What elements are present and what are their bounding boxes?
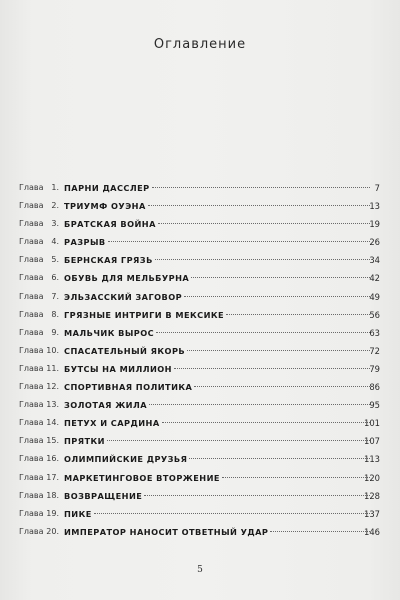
toc-entry bbox=[0, 233, 400, 251]
chapter-title-line bbox=[64, 269, 370, 287]
chapter-title-line bbox=[64, 505, 370, 523]
chapter-number: 9. bbox=[51, 327, 59, 337]
dot-leader bbox=[191, 277, 370, 278]
chapter-page-number: 101 bbox=[364, 418, 380, 429]
chapter-word: Глава bbox=[19, 219, 44, 229]
chapter-title: ЗОЛОТАЯ ЖИЛА bbox=[64, 400, 148, 411]
toc-entry bbox=[0, 414, 400, 432]
chapter-title: ПЕТУХ И САРДИНА bbox=[64, 418, 160, 429]
chapter-word: Глава bbox=[19, 400, 44, 410]
chapter-word: Глава bbox=[19, 363, 44, 373]
chapter-page-number: 113 bbox=[364, 454, 380, 465]
chapter-title-line bbox=[64, 396, 370, 414]
chapter-title-line bbox=[64, 342, 370, 360]
chapter-word: Глава bbox=[19, 201, 44, 211]
chapter-number: 19. bbox=[46, 508, 59, 518]
dot-leader bbox=[108, 241, 370, 242]
chapter-page-number: 19 bbox=[369, 219, 380, 230]
chapter-title-line bbox=[64, 487, 370, 505]
chapter-number: 6. bbox=[51, 273, 59, 283]
chapter-number: 1. bbox=[51, 183, 59, 192]
chapter-title: ИМПЕРАТОР НАНОСИТ ОТВЕТНЫЙ УДАР bbox=[64, 526, 269, 537]
toc-entry bbox=[0, 306, 400, 324]
chapter-number: 7. bbox=[51, 291, 59, 301]
chapter-title-line bbox=[64, 233, 370, 251]
chapter-page-number: 13 bbox=[369, 201, 380, 212]
chapter-title-line bbox=[64, 523, 370, 541]
toc-entry bbox=[0, 324, 400, 342]
chapter-number: 20. bbox=[46, 526, 59, 536]
chapter-page-number: 63 bbox=[369, 327, 380, 338]
chapter-title: СПАСАТЕЛЬНЫЙ ЯКОРЬ bbox=[64, 345, 186, 356]
chapter-title-line bbox=[64, 324, 370, 342]
toc-entry bbox=[0, 396, 400, 414]
chapter-number: 17. bbox=[46, 472, 59, 482]
chapter-number: 2. bbox=[51, 201, 59, 211]
chapter-page-number: 120 bbox=[364, 472, 380, 483]
chapter-word: Глава bbox=[19, 472, 44, 482]
toc-entry bbox=[0, 215, 400, 233]
chapter-title: ОБУВЬ ДЛЯ МЕЛЬБУРНА bbox=[64, 273, 190, 284]
chapter-word: Глава bbox=[19, 526, 44, 536]
chapter-number: 16. bbox=[46, 454, 59, 464]
dot-leader bbox=[158, 223, 370, 224]
chapter-title-line bbox=[64, 414, 370, 432]
chapter-page-number: 42 bbox=[369, 273, 380, 284]
chapter-page-number: 7 bbox=[374, 183, 380, 193]
dot-leader bbox=[94, 513, 370, 514]
toc-entry bbox=[0, 342, 400, 360]
toc-entry bbox=[0, 450, 400, 468]
chapter-page-number: 86 bbox=[369, 382, 380, 393]
toc-entry bbox=[0, 432, 400, 450]
chapter-page-number: 34 bbox=[369, 255, 380, 266]
chapter-word: Глава bbox=[19, 309, 44, 319]
chapter-word: Глава bbox=[19, 508, 44, 518]
chapter-number: 10. bbox=[46, 345, 59, 355]
chapter-page-number: 26 bbox=[369, 237, 380, 248]
chapter-number: 15. bbox=[46, 436, 59, 446]
chapter-word: Глава bbox=[19, 436, 44, 446]
chapter-number: 11. bbox=[46, 363, 59, 373]
toc-heading: Оглавление bbox=[153, 37, 247, 52]
chapter-page-number: 146 bbox=[364, 526, 380, 537]
toc-entry bbox=[0, 360, 400, 378]
toc-entry bbox=[0, 505, 400, 523]
toc-entry bbox=[0, 487, 400, 505]
chapter-title-line bbox=[64, 360, 370, 378]
chapter-number: 8. bbox=[51, 309, 59, 319]
chapter-title: БУТСЫ НА МИЛЛИОН bbox=[64, 363, 172, 374]
chapter-number: 4. bbox=[51, 237, 59, 247]
chapter-number: 14. bbox=[46, 418, 59, 428]
chapter-word: Глава bbox=[19, 454, 44, 464]
dot-leader bbox=[162, 422, 370, 423]
toc-entry bbox=[0, 251, 400, 269]
chapter-number: 13. bbox=[46, 400, 59, 410]
dot-leader bbox=[149, 404, 370, 405]
chapter-title: БЕРНСКАЯ ГРЯЗЬ bbox=[64, 255, 153, 266]
dot-leader bbox=[222, 477, 370, 478]
dot-leader bbox=[155, 259, 370, 260]
dot-leader bbox=[194, 386, 370, 387]
chapter-title-line bbox=[64, 197, 370, 215]
chapter-title: МАЛЬЧИК ВЫРОС bbox=[64, 327, 155, 338]
dot-leader bbox=[152, 187, 370, 188]
chapter-word: Глава bbox=[19, 183, 44, 192]
chapter-word: Глава bbox=[19, 327, 44, 337]
chapter-title: РАЗРЫВ bbox=[64, 237, 106, 248]
chapter-page-number: 128 bbox=[364, 490, 380, 501]
chapter-page-number: 137 bbox=[364, 508, 380, 519]
toc-entry bbox=[0, 523, 400, 541]
chapter-word: Глава bbox=[19, 382, 44, 392]
toc-entry bbox=[0, 179, 400, 197]
chapter-title: МАРКЕТИНГОВОЕ ВТОРЖЕНИЕ bbox=[64, 472, 220, 483]
chapter-word: Глава bbox=[19, 237, 44, 247]
chapter-title: БРАТСКАЯ ВОЙНА bbox=[64, 219, 156, 230]
chapter-title: ВОЗВРАЩЕНИЕ bbox=[64, 490, 143, 501]
chapter-title: ПИКЕ bbox=[64, 508, 92, 519]
chapter-title-line bbox=[64, 251, 370, 269]
dot-leader bbox=[189, 458, 370, 459]
chapter-word: Глава bbox=[19, 273, 44, 283]
chapter-word: Глава bbox=[19, 490, 44, 500]
chapter-word: Глава bbox=[19, 291, 44, 301]
dot-leader bbox=[144, 495, 370, 496]
chapter-page-number: 95 bbox=[369, 400, 380, 411]
toc-entry bbox=[0, 288, 400, 306]
chapter-number: 5. bbox=[51, 255, 59, 265]
dot-leader bbox=[187, 350, 370, 351]
toc-entry bbox=[0, 269, 400, 287]
chapter-title-line bbox=[64, 378, 370, 396]
dot-leader bbox=[107, 440, 370, 441]
chapter-title-line bbox=[64, 215, 370, 233]
chapter-title: ПАРНИ ДАССЛЕР bbox=[64, 183, 150, 193]
chapter-number: 12. bbox=[46, 382, 59, 392]
chapter-title-line bbox=[64, 450, 370, 468]
dot-leader bbox=[184, 296, 370, 297]
chapter-number: 3. bbox=[51, 219, 59, 229]
chapter-word: Глава bbox=[19, 255, 44, 265]
toc-list bbox=[0, 179, 400, 541]
chapter-title-line bbox=[64, 179, 370, 197]
chapter-word: Глава bbox=[19, 418, 44, 428]
chapter-title: ЭЛЬЗАССКИЙ ЗАГОВОР bbox=[64, 291, 183, 302]
chapter-page-number: 72 bbox=[369, 345, 380, 356]
toc-entry bbox=[0, 469, 400, 487]
chapter-title: ПРЯТКИ bbox=[64, 436, 105, 447]
chapter-title-line bbox=[64, 469, 370, 487]
chapter-title: ГРЯЗНЫЕ ИНТРИГИ В МЕКСИКЕ bbox=[64, 309, 225, 320]
toc-entry bbox=[0, 197, 400, 215]
chapter-title: ТРИУМФ ОУЭНА bbox=[64, 201, 146, 212]
dot-leader bbox=[156, 332, 370, 333]
dot-leader bbox=[148, 205, 370, 206]
chapter-title-line bbox=[64, 432, 370, 450]
chapter-title: СПОРТИВНАЯ ПОЛИТИКА bbox=[64, 382, 193, 393]
toc-entry bbox=[0, 378, 400, 396]
page-number: 5 bbox=[197, 565, 203, 575]
chapter-number: 18. bbox=[46, 490, 59, 500]
chapter-page-number: 79 bbox=[369, 363, 380, 374]
chapter-title-line bbox=[64, 306, 370, 324]
chapter-title-line bbox=[64, 288, 370, 306]
chapter-page-number: 49 bbox=[369, 291, 380, 302]
chapter-title: ОЛИМПИЙСКИЕ ДРУЗЬЯ bbox=[64, 454, 188, 465]
chapter-word: Глава bbox=[19, 345, 44, 355]
chapter-page-number: 107 bbox=[364, 436, 380, 447]
dot-leader bbox=[174, 368, 370, 369]
dot-leader bbox=[226, 314, 370, 315]
chapter-page-number: 56 bbox=[369, 309, 380, 320]
